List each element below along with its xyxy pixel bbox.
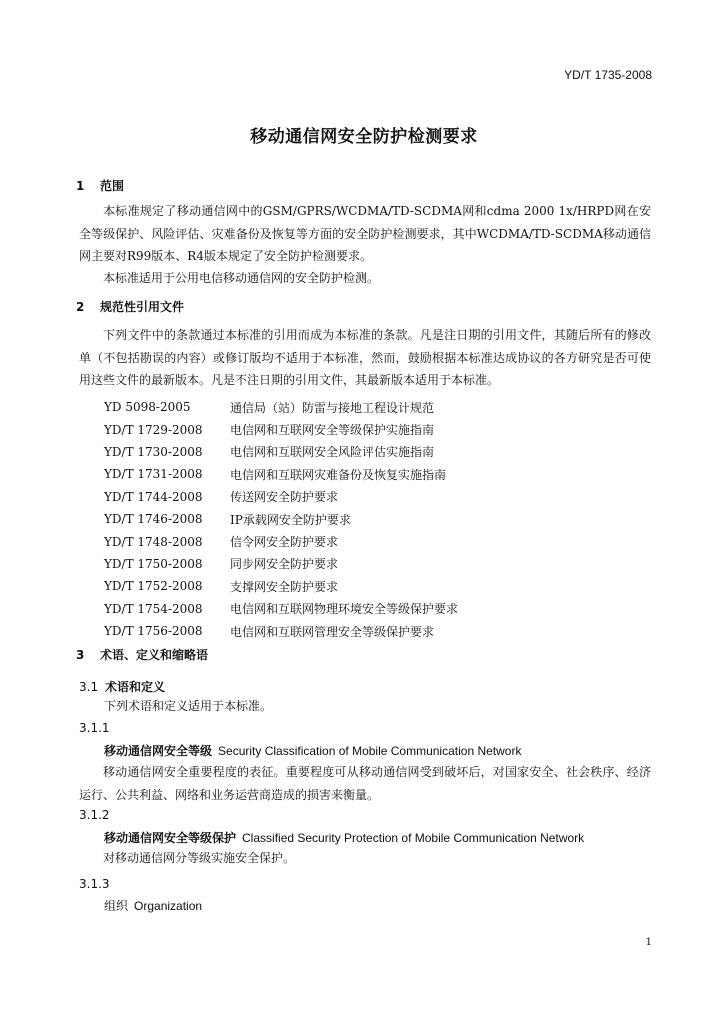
term-3-1-1	[104, 742, 521, 759]
term-en: Organization	[134, 899, 203, 913]
page-number: 1	[645, 937, 652, 948]
reference-code: YD/T 1756-2008	[104, 624, 203, 639]
term-3-1-3	[104, 897, 202, 914]
section-2-heading	[76, 298, 184, 315]
term-zh: 移动通信网安全等级	[104, 744, 213, 758]
section-1-heading	[76, 177, 124, 194]
term-3-1-2-number: 3.1.2	[79, 808, 110, 822]
reference-title: 电信网和互联网管理安全等级保护要求	[230, 624, 435, 639]
page-title: 移动通信网安全防护检测要求	[250, 127, 478, 147]
term-3-1-1-number: 3.1.1	[79, 721, 110, 735]
section-3-heading	[76, 646, 208, 663]
list-item	[104, 575, 458, 597]
section-1-paragraph-2: 本标准适用于公用电信移动通信网的安全防护检测。	[103, 271, 380, 285]
reference-code: YD/T 1752-2008	[104, 579, 203, 594]
reference-code: YD/T 1754-2008	[104, 601, 203, 616]
reference-code: YD/T 1746-2008	[104, 512, 203, 527]
subsection-3-1-title: 术语和定义	[105, 680, 166, 694]
section-1-number: 1	[76, 179, 85, 193]
reference-title: 电信网和互联网安全风险评估实施指南	[230, 445, 435, 460]
section-2-title: 规范性引用文件	[100, 300, 185, 314]
subsection-3-1-intro: 下列术语和定义适用于本标准。	[104, 699, 273, 713]
list-item	[104, 598, 458, 620]
list-item	[104, 530, 458, 552]
reference-code: YD/T 1750-2008	[104, 556, 203, 571]
term-3-1-2-definition: 对移动通信网分等级实施安全保护。	[103, 851, 296, 865]
reference-title: 同步网安全防护要求	[230, 557, 339, 572]
reference-list	[104, 396, 458, 642]
reference-title: 通信局（站）防雷与接地工程设计规范	[230, 400, 435, 415]
list-item	[104, 553, 458, 575]
term-en: Classified Security Protection of Mobile Communication Network	[242, 831, 585, 845]
term-zh: 组织	[104, 899, 129, 913]
list-item	[104, 418, 458, 440]
reference-title: 电信网和互联网灾难备份及恢复实施指南	[230, 467, 447, 482]
section-3-number: 3	[76, 648, 85, 662]
reference-title: 支撑网安全防护要求	[230, 579, 339, 594]
term-zh: 移动通信网安全等级保护	[104, 831, 237, 845]
term-3-1-3-number: 3.1.3	[79, 877, 110, 891]
reference-code: YD 5098-2005	[104, 400, 191, 415]
reference-title: 传送网安全防护要求	[230, 490, 339, 505]
section-1-title: 范围	[100, 179, 125, 193]
section-2-number: 2	[76, 300, 85, 314]
section-1-paragraph-1: 本标准规定了移动通信网中的GSM/GPRS/WCDMA/TD-SCDMA网和cdma 2000 1x/HRPD网在安全等级保护、风险评估、灾难备份及恢复等方面的安全防护检测要求，其中WCDMA/TD-SCDMA移动通信网主要对R99版本、R4版本规定了安全防护检测要求。	[79, 204, 651, 263]
section-2-intro: 下列文件中的条款通过本标准的引用而成为本标准的条款。凡是注日期的引用文件，其随后所有的修改单（不包括勘误的内容）或修订版均不适用于本标准，然而，鼓励根据本标准达成协议的各方研究是否可使用这些文件的最新版本。凡是不注日期的引用文件，其最新版本适用于本标准。	[79, 328, 651, 387]
reference-title: 信令网安全防护要求	[230, 535, 339, 550]
reference-code: YD/T 1748-2008	[104, 534, 203, 549]
reference-code: YD/T 1744-2008	[104, 489, 203, 504]
section-3-title: 术语、定义和缩略语	[100, 648, 209, 662]
list-item	[104, 396, 458, 418]
subsection-3-1-heading	[79, 678, 165, 695]
reference-code: YD/T 1731-2008	[104, 467, 203, 482]
reference-title: 电信网和互联网物理环境安全等级保护要求	[230, 602, 459, 617]
list-item	[104, 508, 458, 530]
term-3-1-1-definition: 移动通信网安全重要程度的表征。重要程度可从移动通信网受到破坏后，对国家安全、社会秩序、经济运行、公共利益、网络和业务运营商造成的损害来衡量。	[79, 765, 651, 802]
term-en: Security Classification of Mobile Communication Network	[218, 744, 522, 758]
reference-code: YD/T 1729-2008	[104, 422, 203, 437]
list-item	[104, 486, 458, 508]
list-item	[104, 620, 458, 642]
reference-title: IP承载网安全防护要求	[230, 512, 351, 527]
reference-code: YD/T 1730-2008	[104, 444, 203, 459]
standard-code: YD/T 1735-2008	[564, 68, 652, 82]
term-3-1-2	[104, 829, 584, 846]
reference-title: 电信网和互联网安全等级保护实施指南	[230, 423, 435, 438]
list-item	[104, 463, 458, 485]
subsection-3-1-number: 3.1	[79, 680, 99, 694]
list-item	[104, 441, 458, 463]
